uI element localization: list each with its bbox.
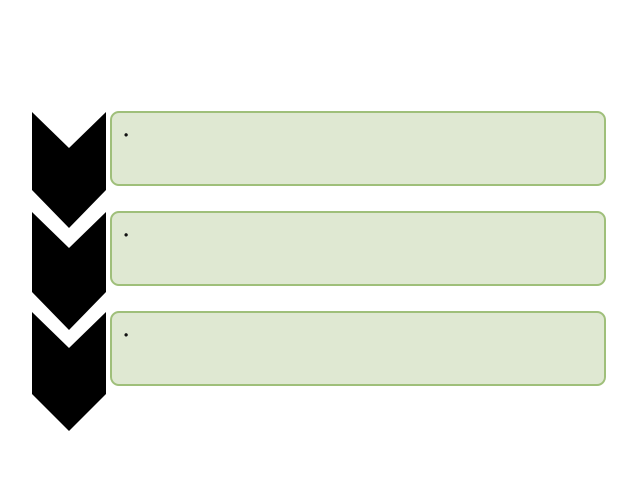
chevron-passage <box>32 112 106 228</box>
citrus-slices-bottom <box>0 404 638 478</box>
step-card-level <box>110 311 606 386</box>
step-card-oral-reading <box>110 211 606 286</box>
chevron-oral-reading <box>32 212 106 330</box>
top-citrus-border <box>0 0 638 44</box>
bottom-citrus-border <box>0 404 638 478</box>
step-card-passage <box>110 111 606 186</box>
citrus-slices-top <box>0 0 638 44</box>
